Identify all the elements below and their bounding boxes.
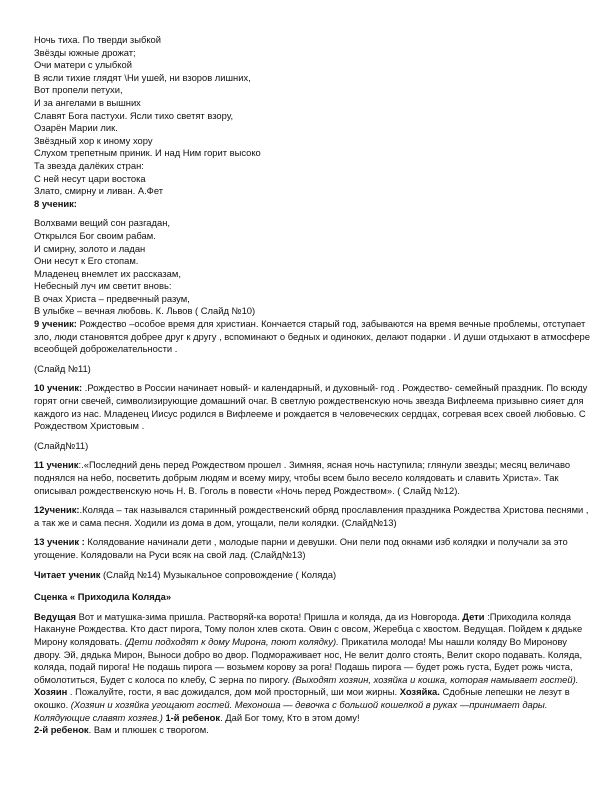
document-page: [34, 34, 590, 737]
poem-line: Волхвами вещий сон разгадан,: [34, 217, 170, 229]
speaker-label: 11 ученик: [34, 459, 79, 471]
speaker-12-paragraph: [34, 504, 590, 529]
speaker-label: 9 ученик:: [34, 318, 77, 330]
stage-direction: (Хозяин и хозяйка угощают гостей. Мехоноша — девочка с большой кошелкой в руках —принимает дары. Колядующие славят хозяев.): [34, 698, 548, 723]
paragraph-text: (Слайд №14) Музыкальное сопровождение ( Коляда): [100, 568, 337, 580]
poem-line: Славят Бога пастухи. Ясли тихо светят взору,: [34, 109, 234, 121]
paragraph-text: Рождество –особое время для христиан. Кончается старый год, забываются на время вечные проблемы, отступает зло, люди становятся добрее друг к другу , вспоминают о бедных и одиноких, делают подарки . И души отдыхают в атмосфере всеобщей доброжелательности .: [34, 318, 590, 355]
role-label: Ведущая: [34, 610, 76, 622]
poem-line: Ночь тиха. По тверди зыбкой: [34, 34, 162, 45]
stage-direction: (Выходят хозяин, хозяйка и кошка, которая намывает гостей).: [292, 673, 579, 685]
scene-title-text: Сценка « Приходила Коляда»: [34, 591, 172, 603]
speaker-label: Читает ученик: [34, 568, 101, 580]
spacer: [34, 375, 590, 382]
scene-text: Вот и матушка-зима пришла. Растворяй-ка ворота! Пришла и коляда, да из Новгорода.: [75, 610, 463, 622]
poem-line: И смирну, золото и ладан: [34, 242, 146, 254]
poem-line: С ней несут цари востока: [34, 172, 146, 184]
speaker-9-paragraph: [34, 318, 590, 356]
role-label: Хозяйка.: [399, 686, 440, 698]
speaker-13-paragraph: [34, 536, 590, 561]
poem-line: Та звезда далёких стран:: [34, 159, 144, 171]
speaker-label: 8 ученик:: [34, 197, 77, 209]
scene-title: [34, 591, 590, 604]
paragraph-text: .Рождество в России начинает новый- и календарный, и духовный- год . Рождество- семейный праздник. По всюду горят огни свечей, символизирующие домашний очаг. В светлую рождественскую ночь звезда Вифлеема призывно сияет для каждого из нас. Младенец Иисус родился в Вифлееме и рождается в человеческих сердцах, согревая всех своей любовью. С Рождеством Христовым .: [34, 382, 588, 432]
poem-line: Звёзды южные дрожат;: [34, 46, 136, 58]
scene-text: . Пожалуйте, гости, я вас дожидался, дом мой просторный, ши мои жирны.: [67, 686, 400, 698]
scene-text: Прикатила молода! Мы нашли коляду Во Миронову двору. Эй, дядька Мирон, Выноси добро во двор. Подмораживает нос, Не велит долго стоять, Велит скоро подавать. Коляда, коляда, подай пирога! Не подашь пирога — возьмем корову за рога! Подашь пирога — будет рожь густа, Будет рожь чиста, обмолотиться, Будет с колоса по клебу, С зерна по пирогу.: [34, 635, 583, 685]
speaker-10-paragraph: [34, 382, 590, 432]
speaker-8-heading: [34, 198, 590, 211]
speaker-label: 12ученик:: [34, 504, 80, 516]
stage-direction: (Дети подходят к дому Мирона, поют колядку).: [124, 635, 339, 647]
role-label: Хозяин: [34, 686, 68, 698]
scene-text: :Приходила коляда Накануне Рождества. Кто даст пирога, Тому полон хлев скота. Овин с овсом, Жеребца с хвостом. Ведущая. Пойдем к дядьке Мирону колядовать.: [34, 610, 583, 647]
poem-line: Злато, смирну и ливан. А.Фет: [34, 185, 164, 197]
spacer: [34, 433, 590, 440]
poem-line: Озарён Марии лик.: [34, 122, 118, 134]
poem-line: Вот пропели петухи,: [34, 84, 123, 96]
speaker-label: 10 ученик:: [34, 382, 83, 394]
poem-line: В улыбке – вечная любовь. К. Львов ( Слайд №10): [34, 305, 256, 317]
spacer: [34, 581, 590, 591]
poem-fet: [34, 34, 590, 198]
slide-note: (Слайд №11): [34, 362, 91, 374]
poem-line: В очах Христа – предвечный разум,: [34, 292, 190, 304]
role-label: 1-й ребенок: [162, 711, 221, 723]
spacer: [34, 604, 590, 611]
scene-paragraph: [34, 724, 590, 737]
scene-text: . Вам и плюшек с творогом.: [88, 724, 209, 736]
paragraph-text: Колядование начинали дети , молодые парни и девушки. Они пели под окнами изб колядки и получали за это угощение. Колядовали на Руси всяк на свой лад. (Слайд№13): [34, 536, 568, 560]
poem-line: Открылся Бог своим рабам.: [34, 229, 156, 241]
role-label: Дети: [462, 610, 488, 622]
paragraph-text: .Коляда – так назывался старинный рождественский обряд прославления праздника Рождества Христова песнями , а так же и сама песня. Ходили из дома в дом, угощали, пели колядки. (Слайд№13): [34, 504, 589, 528]
poem-line: Звёздный хор к иному хору: [34, 134, 153, 146]
poem-line: Очи матери с улыбкой: [34, 59, 132, 71]
scene-text: Сдобные лепешки не лезут в окошко.: [34, 686, 570, 710]
spacer: [34, 562, 590, 569]
poem-line: В ясли тихие глядят \Ни ушей, ни взоров лишних,: [34, 71, 251, 83]
poem-line: Младенец внемлет их рассказам,: [34, 267, 181, 279]
speaker-label: 13 ученик :: [34, 536, 85, 548]
poem-line: И за ангелами в вышних: [34, 96, 141, 108]
spacer: [34, 210, 590, 217]
poem-line: Небесный луч им светит вновь:: [34, 280, 172, 292]
reader-line: [34, 569, 590, 582]
spacer: [34, 529, 590, 536]
speaker-11-paragraph: [34, 459, 590, 497]
scene-paragraph: [34, 611, 590, 724]
paragraph-text: :.«Последний день перед Рождеством прошел . Зимняя, ясная ночь наступила; глянули звезды; месяц величаво поднялся на небо, посветить добрым людям и всему миру, чтобы всем было весело колядовать и славить Христа». Так описывал рождественскую ночь Н. В. Гоголь в повести «Ночь перед Рождеством». ( Слайд №12).: [34, 459, 571, 496]
role-label: 2-й ребенок: [34, 724, 89, 736]
scene-text: . Дай Бог тому, Кто в этом дому!: [220, 711, 360, 723]
slide-note: (Слайд№11): [34, 439, 89, 451]
spacer: [34, 452, 590, 459]
poem-line: Слухом трепетным приник. И над Ним горит высоко: [34, 147, 261, 159]
spacer: [34, 497, 590, 504]
poem-lvov: [34, 217, 590, 318]
spacer: [34, 356, 590, 363]
poem-line: Они несут к Его стопам.: [34, 255, 139, 267]
